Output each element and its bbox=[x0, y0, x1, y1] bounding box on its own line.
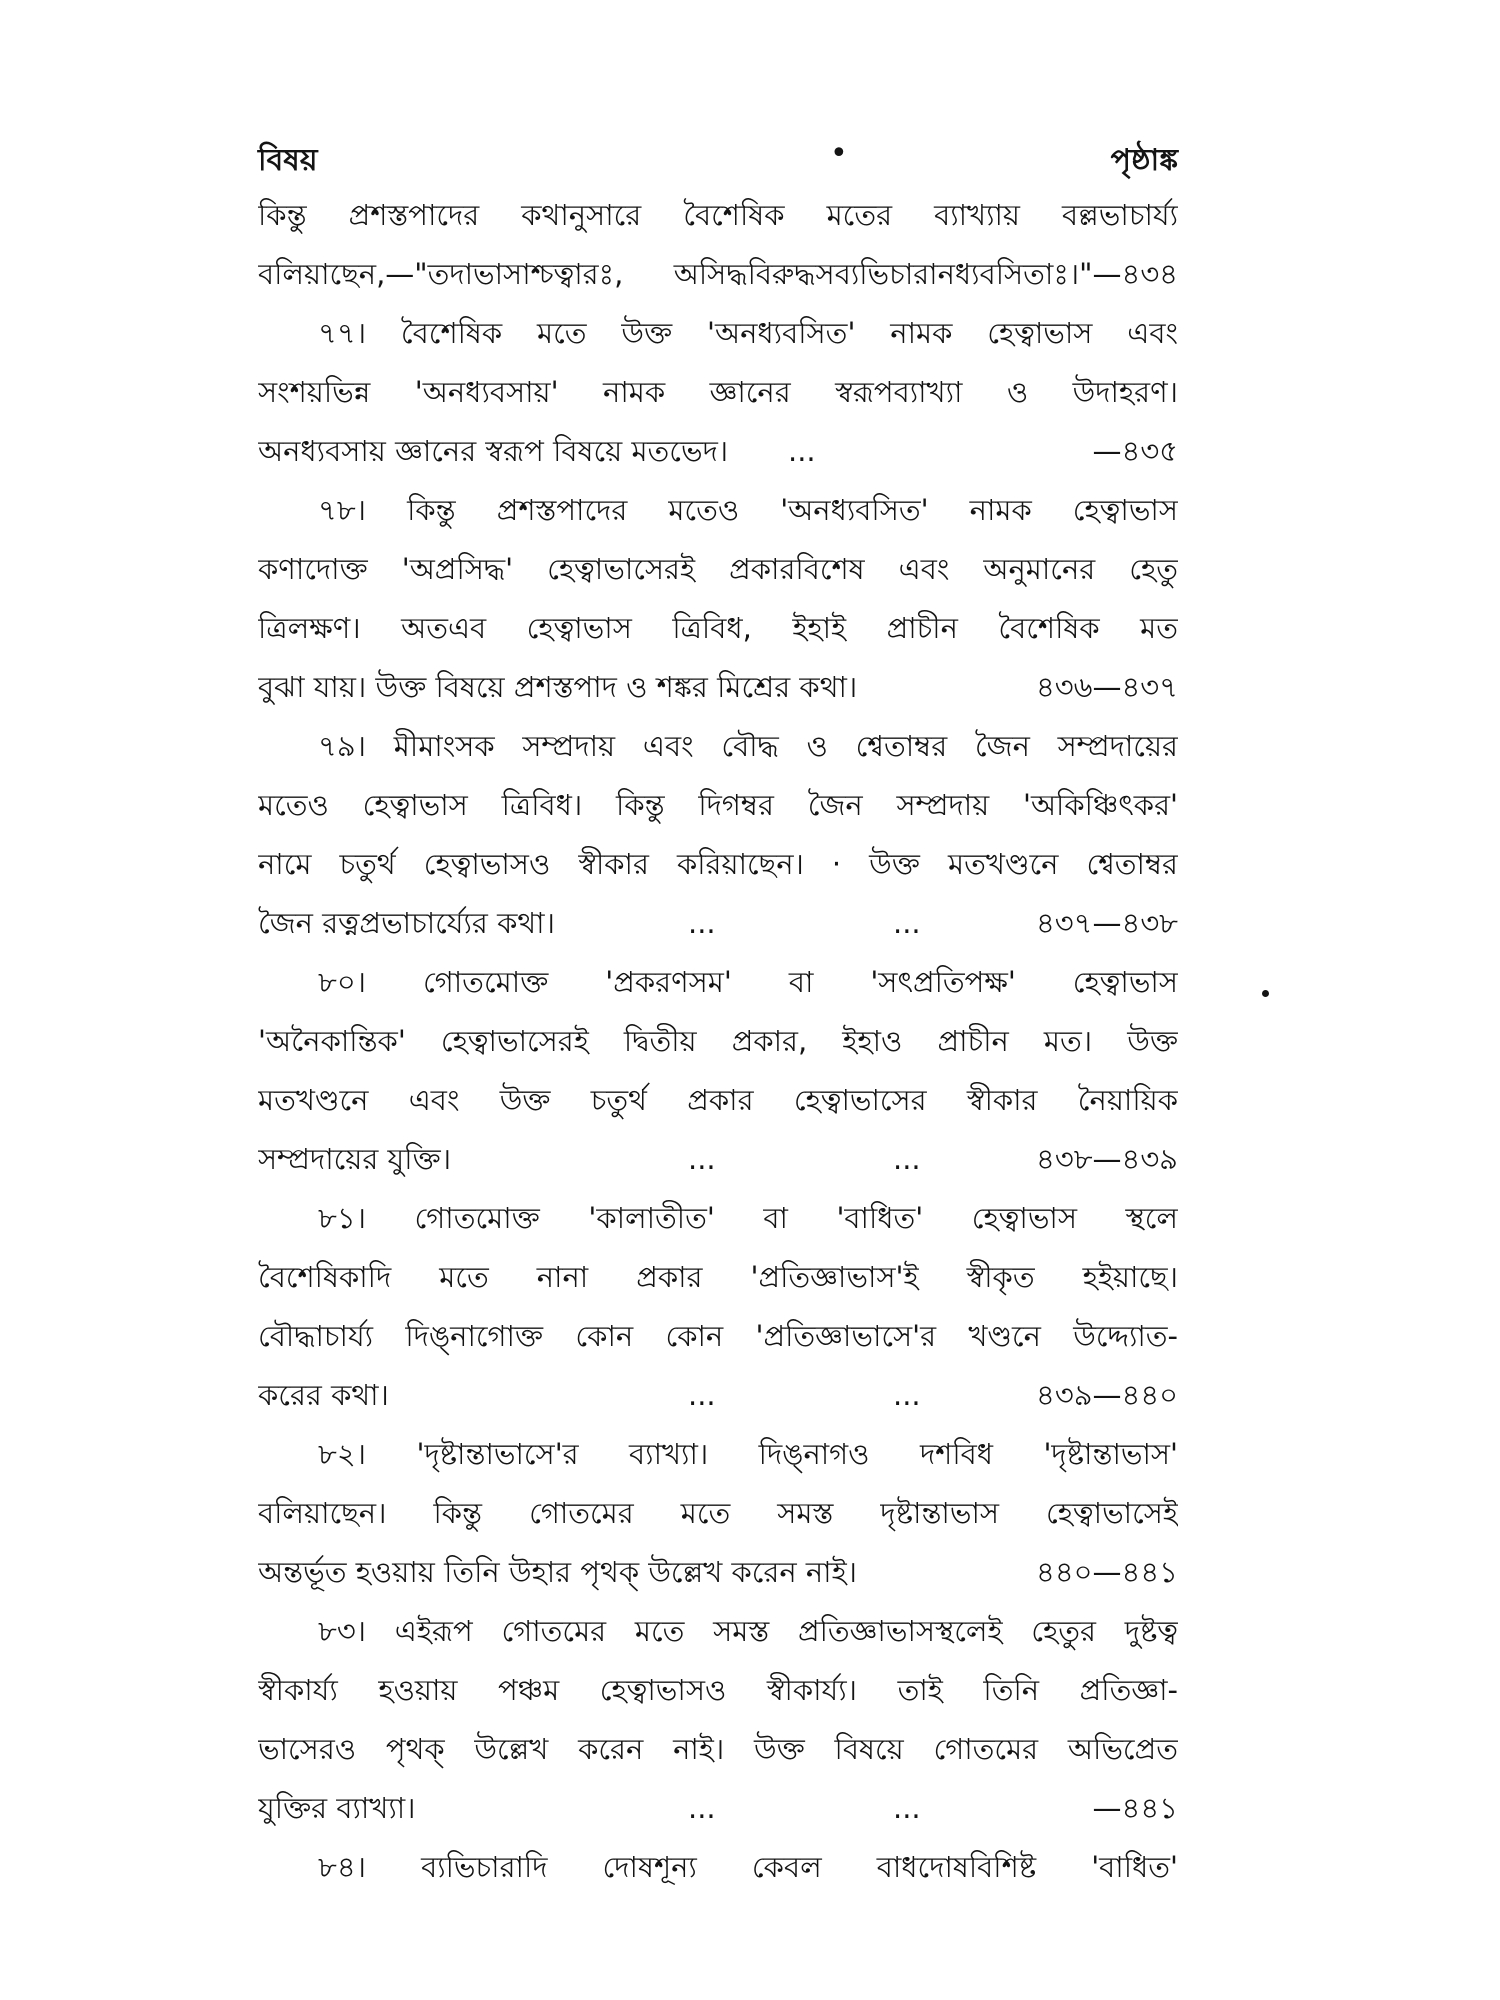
entry-line: মতেও হেত্বাভাস ত্রিবিধ। কিন্তু দিগম্বর জৈন সম্প্রদায় 'অকিঞ্চিৎকর' bbox=[258, 788, 1178, 822]
leader-dots: ... bbox=[893, 1378, 921, 1412]
entry-last-text: করের কথা। bbox=[258, 1378, 389, 1412]
entry-last-text: অন্তর্ভূত হওয়ায় তিনি উহার পৃথক্‌ উল্লেখ করেন নাই। bbox=[258, 1555, 858, 1589]
page-number: ৪৩৯—৪৪০ bbox=[1036, 1378, 1178, 1412]
contents-entry bbox=[258, 1838, 1178, 1897]
entry-last-line bbox=[258, 1366, 1178, 1425]
entry-line: বলিয়াছেন। কিন্তু গোতমের মতে সমস্ত দৃষ্টান্তাভাস হেত্বাভাসেই bbox=[258, 1496, 1178, 1530]
entry-last-line bbox=[258, 658, 1178, 717]
entry-line: ৭৯। মীমাংসক সম্প্রদায় এবং বৌদ্ধ ও শ্বেতাম্বর জৈন সম্প্রদায়ের bbox=[318, 729, 1178, 763]
contents-entry bbox=[258, 953, 1178, 1189]
header-page-label: পৃষ্ঠাঙ্ক bbox=[1110, 143, 1178, 178]
contents-entry bbox=[258, 1425, 1178, 1602]
leader-dots: ... bbox=[688, 1142, 716, 1176]
page-number: ৪৪০—৪৪১ bbox=[1036, 1555, 1178, 1589]
page-number: —৪৪১ bbox=[1092, 1791, 1178, 1825]
entry-line: ত্রিলক্ষণ। অতএব হেত্বাভাস ত্রিবিধ, ইহাই প্রাচীন বৈশেষিক মত bbox=[258, 611, 1178, 645]
contents-entry bbox=[258, 304, 1178, 481]
entry-line: কণাদোক্ত 'অপ্রসিদ্ধ' হেত্বাভাসেরই প্রকারবিশেষ এবং অনুমানের হেতু bbox=[258, 552, 1178, 586]
entry-line: ৮০। গোতমোক্ত 'প্রকরণসম' বা 'সৎপ্রতিপক্ষ' হেত্বাভাস bbox=[318, 965, 1178, 999]
entry-line: বৌদ্ধাচার্য্য দিঙ্‌নাগোক্ত কোন কোন 'প্রতিজ্ঞাভাসে'র খণ্ডনে উদ্দ্যোত- bbox=[258, 1319, 1178, 1353]
entry-line: ৭৭। বৈশেষিক মতে উক্ত 'অনধ্যবসিত' নামক হেত্বাভাস এবং bbox=[318, 316, 1178, 350]
entry-line: বৈশেষিকাদি মতে নানা প্রকার 'প্রতিজ্ঞাভাস'ই স্বীকৃত হইয়াছে। bbox=[258, 1260, 1178, 1294]
page-number: ৪৩৮—৪৩৯ bbox=[1036, 1142, 1178, 1176]
header-subject-label: বিষয় bbox=[258, 143, 318, 178]
entry-line: ভাসেরও পৃথক্‌ উল্লেখ করেন নাই। উক্ত বিষয়ে গোতমের অভিপ্রেত bbox=[258, 1732, 1178, 1766]
page-header bbox=[258, 136, 1178, 186]
leader-dots: ... bbox=[688, 1378, 716, 1412]
contents-entry bbox=[258, 186, 1178, 304]
entry-last-text: অনধ্যবসায় জ্ঞানের স্বরূপ বিষয়ে মতভেদ। bbox=[258, 434, 729, 468]
entry-line: ৮২। 'দৃষ্টান্তাভাসে'র ব্যাখ্যা। দিঙ্‌নাগও দশবিধ 'দৃষ্টান্তাভাস' bbox=[318, 1437, 1178, 1471]
entry-line: 'অনৈকান্তিক' হেত্বাভাসেরই দ্বিতীয় প্রকার, ইহাও প্রাচীন মত। উক্ত bbox=[258, 1024, 1178, 1058]
entry-line: স্বীকার্য্য হওয়ায় পঞ্চম হেত্বাভাসও স্বীকার্য্য। তাই তিনি প্রতিজ্ঞা- bbox=[258, 1673, 1178, 1707]
entry-last-text: যুক্তির ব্যাখ্যা। bbox=[258, 1791, 416, 1825]
entry-line: ৮৩। এইরূপ গোতমের মতে সমস্ত প্রতিজ্ঞাভাসস্থলেই হেতুর দুষ্টত্ব bbox=[318, 1614, 1178, 1648]
entry-last-text: সম্প্রদায়ের যুক্তি। bbox=[258, 1142, 452, 1176]
entry-last-text: জৈন রত্নপ্রভাচার্য্যের কথা। bbox=[258, 906, 555, 940]
header-dot: • bbox=[830, 136, 848, 171]
contents-entry bbox=[258, 1602, 1178, 1838]
leader-dots: ... bbox=[893, 1142, 921, 1176]
page-number: ৪৩৭—৪৩৮ bbox=[1035, 906, 1178, 940]
leader-dots: ... bbox=[788, 434, 816, 468]
contents-entry bbox=[258, 481, 1178, 717]
entry-line: নামে চতুর্থ হেত্বাভাসও স্বীকার করিয়াছেন। · উক্ত মতখণ্ডনে শ্বেতাম্বর bbox=[258, 847, 1178, 881]
entry-line: সংশয়ভিন্ন 'অনধ্যবসায়' নামক জ্ঞানের স্বরূপব্যাখ্যা ও উদাহরণ। bbox=[258, 375, 1178, 409]
entry-last-line bbox=[258, 1130, 1178, 1189]
entry-line: কিন্তু প্রশস্তপাদের কথানুসারে বৈশেষিক মতের ব্যাখ্যায় বল্লভাচার্য্য bbox=[258, 198, 1178, 232]
entry-last-line bbox=[258, 1779, 1178, 1838]
entry-line: মতখণ্ডনে এবং উক্ত চতুর্থ প্রকার হেত্বাভাসের স্বীকার নৈয়ায়িক bbox=[258, 1083, 1178, 1117]
entry-last-text: বুঝা যায়। উক্ত বিষয়ে প্রশস্তপাদ ও শঙ্কর মিশ্রের কথা। bbox=[258, 670, 858, 704]
entry-line: বলিয়াছেন,—"তদাভাসাশ্চত্বারঃ, অসিদ্ধবিরুদ্ধসব্যভিচারানধ্যবসিতাঃ।"—৪৩৪ bbox=[258, 257, 1178, 291]
contents-entry bbox=[258, 1189, 1178, 1425]
entry-last-line bbox=[258, 894, 1178, 953]
leader-dots: ... bbox=[893, 1791, 921, 1825]
entry-last-line bbox=[258, 422, 1178, 481]
leader-dots: ... bbox=[688, 1791, 716, 1825]
entry-last-line bbox=[258, 1543, 1178, 1602]
contents-body bbox=[258, 186, 1178, 1897]
entry-line: ৮১। গোতমোক্ত 'কালাতীত' বা 'বাধিত' হেত্বাভাস স্থলে bbox=[318, 1201, 1178, 1235]
leader-dots: ... bbox=[893, 906, 921, 940]
page-number: —৪৩৫ bbox=[1092, 434, 1178, 468]
contents-entry bbox=[258, 717, 1178, 953]
page-number: ৪৩৬—৪৩৭ bbox=[1035, 670, 1178, 704]
stray-mark bbox=[1262, 990, 1269, 997]
leader-dots: ... bbox=[688, 906, 716, 940]
entry-line: ৮৪। ব্যভিচারাদি দোষশূন্য কেবল বাধদোষবিশিষ্ট 'বাধিত' bbox=[318, 1850, 1178, 1884]
entry-line: ৭৮। কিন্তু প্রশস্তপাদের মতেও 'অনধ্যবসিত' নামক হেত্বাভাস bbox=[318, 493, 1178, 527]
